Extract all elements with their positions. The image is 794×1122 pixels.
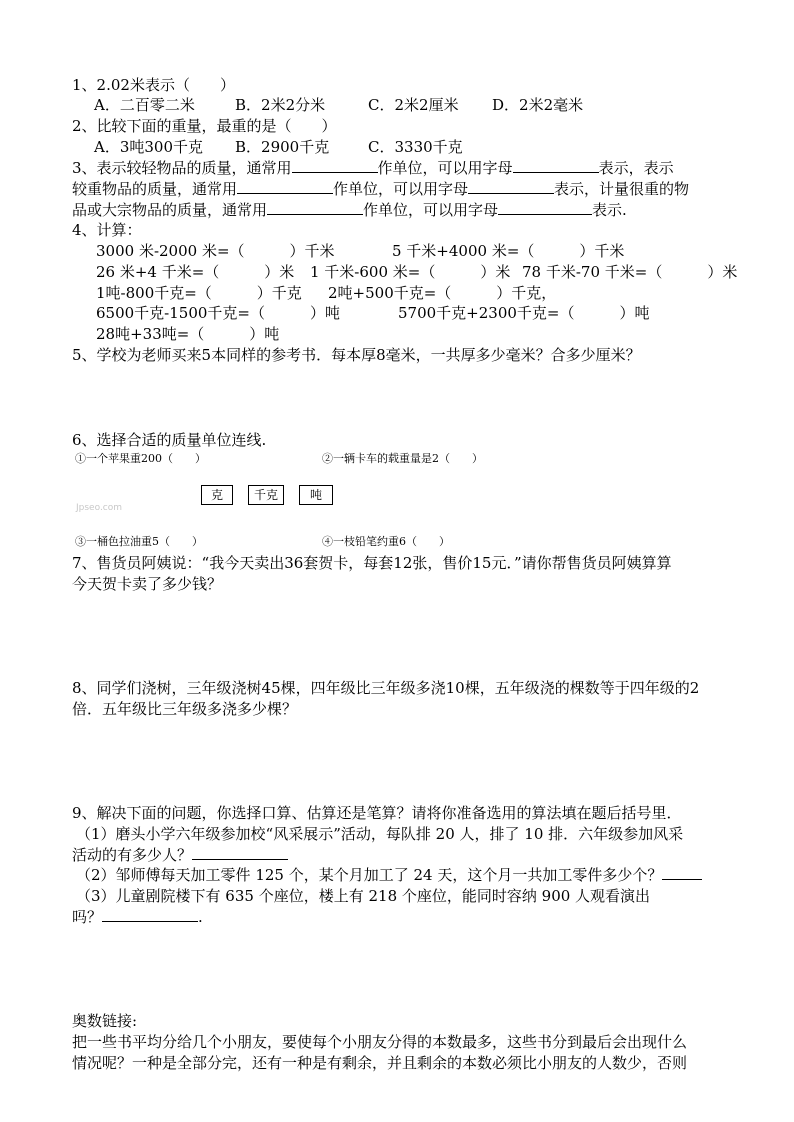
q3-line-1: 3、表示较轻物品的质量，通常用 作单位，可以用字母 表示，表示 [72,159,674,177]
q4-calc-2: 5 千米+4000 米=（ ）千米 [392,242,625,260]
olympiad-line-1: 把一些书平均分给几个小朋友，要使每个小朋友分得的本数最多，这些书分到最后会出现什么 [72,1033,688,1051]
q1-option-d: D．2米2毫米 [492,96,584,114]
olympiad-line-2: 情况呢？一种是全部分完，还有一种是有剩余，并且剩余的本数必须比小朋友的人数少，否则 [72,1054,688,1072]
q6-stem: 6、选择合适的质量单位连线. [72,431,267,449]
q9-part-1-line-1: （1）磨头小学六年级参加校“风采展示”活动，每队排 20 人，排了 10 排．六年级参加风采 [76,825,684,843]
q8-line-1: 8、同学们浇树，三年级浇树45棵，四年级比三年级多浇10棵，五年级浇的棵数等于四年级的2 [72,679,700,697]
q2-stem: 2、比较下面的重量，最重的是（ ） [72,117,337,135]
q2-option-c: C．3330千克 [368,138,463,156]
q9-part-3-line-1: （3）儿童剧院楼下有 635 个座位，楼上有 218 个座位，能同时容纳 900 人观看演出 [76,887,651,905]
q4-stem: 4、计算： [72,221,142,239]
q1-option-c: C．2米2厘米 [368,96,459,114]
q1-option-b: B．2米2分米 [235,96,326,114]
q2-option-b: B．2900千克 [235,138,330,156]
q1-stem: 1、2.02米表示（ ） [72,76,235,94]
q3-line-2: 较重物品的质量，通常用 作单位，可以用字母 表示，计量很重的物 [72,180,690,198]
unit-box-gram[interactable]: 克 [201,485,233,505]
q3-line-3: 品或大宗物品的质量，通常用 作单位，可以用字母 表示. [72,201,627,219]
olympiad-title: 奥数链接: [72,1012,138,1030]
q4-calc-7: 2吨+500千克=（ ）千克， [328,284,557,302]
q9-part-1-line-2: 活动的有多少人？ [72,845,288,865]
q3-blank-1[interactable] [292,158,378,173]
q7-line-2: 今天贺卡卖了多少钱？ [72,575,223,593]
q1-option-a: A．二百零二米 [94,96,195,114]
q9-answer-2[interactable] [662,865,702,880]
q8-line-2: 倍．五年级比三年级多浇多少棵？ [72,700,298,718]
q2-option-a: A．3吨300千克 [94,138,204,156]
q6-item-3: ③一桶色拉油重5（ ） [75,535,203,548]
q6-item-1: ①一个苹果重200（ ） [75,452,206,465]
q5-text: 5、学校为老师买来5本同样的参考书．每本厚8毫米，一共厚多少毫米？合多少厘米？ [72,346,641,364]
q4-calc-4: 1 千米-600 米=（ ）米 [310,263,511,281]
q4-calc-6: 1吨-800千克=（ ）千克 [96,284,302,302]
q9-part-2: （2）邹师傅每天加工零件 125 个，某个月加工了 24 天，这个月一共加工零件多少个？ [76,865,702,885]
q4-calc-10: 28吨+33吨=（ ）吨 [96,325,280,343]
unit-box-ton[interactable]: 吨 [299,485,333,505]
q4-calc-5: 78 千米-70 千米=（ ）米 [522,263,738,281]
q6-item-4: ④一枝铅笔约重6（ ） [322,535,450,548]
q9-answer-1[interactable] [192,845,288,860]
q7-line-1: 7、售货员阿姨说：“我今天卖出36套贺卡，每套12张，售价15元．”请你帮售货员阿姨算算 [72,554,672,572]
unit-box-kilogram[interactable]: 千克 [248,485,284,505]
q9-part-3-line-2: 吗？ . [72,908,203,926]
q9-stem: 9、解决下面的问题，你选择口算、估算还是笔算？请将你准备选用的算法填在题后括号里． [72,804,682,822]
q3-blank-5[interactable] [267,200,363,215]
q3-blank-3[interactable] [237,179,333,194]
q4-calc-9: 5700千克+2300千克=（ ）吨 [398,304,650,322]
q3-blank-4[interactable] [468,179,554,194]
watermark: Jpseo.com [76,503,123,513]
q3-blank-2[interactable] [513,158,599,173]
q3-blank-6[interactable] [498,200,592,215]
q9-answer-3[interactable] [102,907,198,922]
q6-item-2: ②一辆卡车的载重量是2（ ） [322,452,483,465]
q4-calc-8: 6500千克-1500千克=（ ）吨 [96,304,340,322]
q4-calc-1: 3000 米-2000 米=（ ）千米 [96,242,335,260]
q4-calc-3: 26 米+4 千米=（ ）米 [96,263,295,281]
